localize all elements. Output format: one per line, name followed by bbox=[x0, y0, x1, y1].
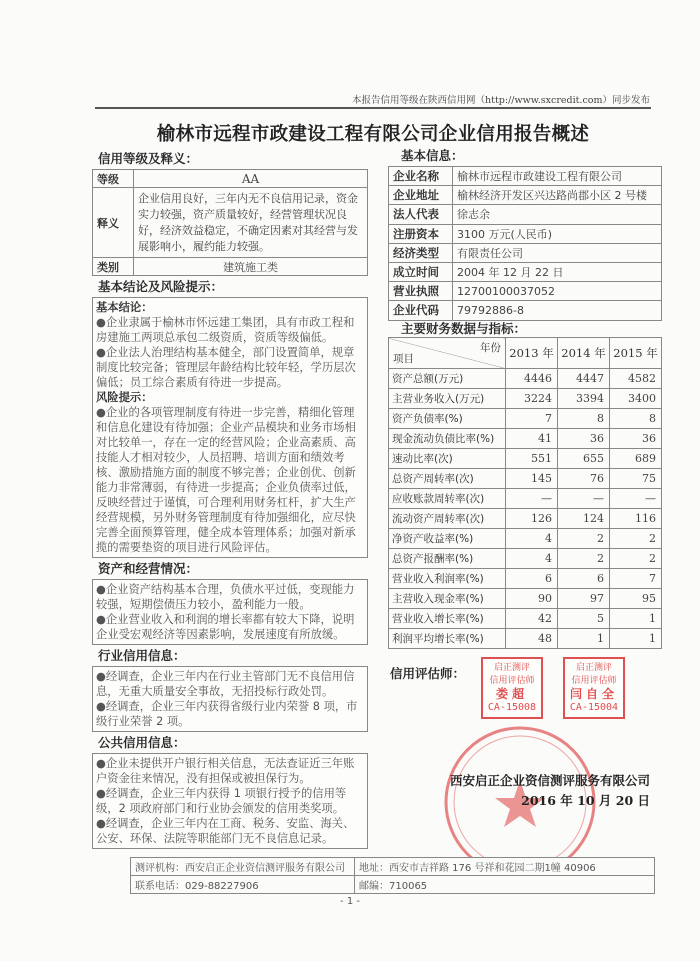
industry-item: ●经调查，企业三年内在行业主管部门无不良信用信息，无重大质量安全事故，无招投标行政处罚。 bbox=[96, 670, 355, 698]
indicator-value: 2 bbox=[610, 549, 662, 569]
indicator-value: 42 bbox=[506, 609, 558, 629]
year-header: 2014 年 bbox=[558, 338, 610, 369]
footer-phone: 联系电话：029-88227906 bbox=[131, 876, 355, 894]
indicator-value: 5 bbox=[558, 609, 610, 629]
info-value: 有限责任公司 bbox=[453, 243, 662, 262]
meaning-value: 企业信用良好，三年内无不良信用记录，资金实力较强，资产质量较好，经营管理状况良好，经济效益稳定，不确定因素对其经营与发展影响小，履约能力较强。 bbox=[134, 188, 368, 258]
financial-row bbox=[389, 409, 662, 429]
indicator-value: 1 bbox=[610, 609, 662, 629]
footer-org: 测评机构：西安启正企业资信测评服务有限公司 bbox=[131, 858, 355, 876]
basic-info-row bbox=[389, 224, 662, 243]
financial-row bbox=[389, 429, 662, 449]
stamp-line: 信用评估师 bbox=[489, 676, 535, 686]
indicator-value: 124 bbox=[558, 509, 610, 529]
stamp-line: 信用评估师 bbox=[571, 676, 617, 686]
financial-table bbox=[388, 337, 662, 649]
financial-heading: 主要财务数据与指标： bbox=[401, 321, 527, 336]
signing-date: 2016 年 10 月 20 日 bbox=[521, 793, 650, 808]
public-item: ●经调查，企业三年内获得 1 项银行授予的信用等级，2 项政府部门和行业协会颁发的信用类奖项。 bbox=[96, 787, 347, 815]
indicator-value: 145 bbox=[506, 469, 558, 489]
indicator-name: 主营业务收入(万元) bbox=[389, 389, 506, 409]
basic-conclusion-title: 基本结论： bbox=[96, 301, 153, 314]
financial-row bbox=[389, 629, 662, 649]
footer-table bbox=[130, 857, 655, 894]
basic-info-row bbox=[389, 205, 662, 224]
basic-conclusion-item: ●企业法人治理结构基本健全，部门设置简单，规章制度比较完备；管理层年龄结构比较年轻，学历层次偏低；员工综合素质有待进一步提高。 bbox=[96, 346, 356, 389]
indicator-value: 8 bbox=[558, 409, 610, 429]
info-value: 榆林市远程市政建设工程有限公司 bbox=[453, 167, 662, 186]
indicator-name: 营业收入利润率(%) bbox=[389, 569, 506, 589]
financial-row bbox=[389, 489, 662, 509]
indicator-value: 36 bbox=[558, 429, 610, 449]
indicator-name: 速动比率(次) bbox=[389, 449, 506, 469]
indicator-value: 116 bbox=[610, 509, 662, 529]
indicator-name: 利润平均增长率(%) bbox=[389, 629, 506, 649]
basic-info-row bbox=[389, 167, 662, 186]
info-value: 79792886-8 bbox=[453, 301, 662, 320]
evaluator-label: 信用评估师： bbox=[390, 666, 466, 681]
publication-notice: 本报告信用等级在陕西信用网（http://www.sxcredit.com）同步发布 bbox=[352, 95, 650, 106]
indicator-value: 97 bbox=[558, 589, 610, 609]
indicator-value: 7 bbox=[506, 409, 558, 429]
indicator-name: 营业收入增长率(%) bbox=[389, 609, 506, 629]
indicator-value: 689 bbox=[610, 449, 662, 469]
indicator-value: 3400 bbox=[610, 389, 662, 409]
corner-item: 项目 bbox=[393, 353, 414, 365]
evaluator-stamp bbox=[481, 657, 543, 719]
left-column bbox=[92, 148, 368, 849]
risk-item: ●企业的各项管理制度有待进一步完善，精细化管理和信息化建设有待加强；企业产品模块和业务市场相对比较单一，存在一定的经营风险；企业高素质、高技能人才相对较少，人员招聘、培训方面和绩效考核、激励措施方面的制度不够完善；企业创优、创新能力非常薄弱，有待进一步提高；企业负债率过低，反映经营过于谨慎，可合理利用财务杠杆，扩大生产经营规模，另外财务管理制度有待加强细化，应尽快完善全面预算管理，健全成本管理体系；加强对新承揽的需要垫资的项目进行风险评估。 bbox=[96, 406, 356, 554]
rating-table bbox=[92, 169, 368, 276]
indicator-value: 2 bbox=[558, 549, 610, 569]
indicator-value: 2 bbox=[610, 529, 662, 549]
stamp-code: CA-15008 bbox=[487, 702, 537, 713]
indicator-value: 75 bbox=[610, 469, 662, 489]
indicator-name: 主营收入现金率(%) bbox=[389, 589, 506, 609]
indicator-name: 资产负债率(%) bbox=[389, 409, 506, 429]
indicator-name: 资产总额(万元) bbox=[389, 369, 506, 389]
indicator-name: 净资产收益率(%) bbox=[389, 529, 506, 549]
indicator-value: 4447 bbox=[558, 369, 610, 389]
indicator-value: 48 bbox=[506, 629, 558, 649]
stamp-name: 娄超 bbox=[495, 687, 528, 701]
financial-row bbox=[389, 609, 662, 629]
indicator-value: 95 bbox=[610, 589, 662, 609]
financial-row bbox=[389, 469, 662, 489]
indicator-value: 1 bbox=[558, 629, 610, 649]
year-header: 2013 年 bbox=[506, 338, 558, 369]
indicator-value: 4582 bbox=[610, 369, 662, 389]
stamp-line: 启正测评 bbox=[493, 663, 530, 673]
industry-box bbox=[92, 666, 368, 732]
basic-info-row bbox=[389, 301, 662, 320]
footer-address: 地址：西安市吉祥路 176 号祥和花园二期1幢 40906 bbox=[355, 858, 655, 876]
public-item: ●企业未提供开户银行相关信息，无法查证近三年账户资金往来情况，没有担保或被担保行为。 bbox=[96, 757, 355, 785]
indicator-value: 551 bbox=[506, 449, 558, 469]
indicator-value: 90 bbox=[506, 589, 558, 609]
page-number: - 1 - bbox=[340, 896, 360, 907]
indicator-value: 8 bbox=[610, 409, 662, 429]
stamp-name: 闫自全 bbox=[569, 687, 618, 701]
indicator-name: 现金流动负债比率(%) bbox=[389, 429, 506, 449]
indicator-value: 6 bbox=[558, 569, 610, 589]
stamp-code: CA-15004 bbox=[569, 702, 619, 713]
info-label: 法人代表 bbox=[389, 205, 453, 224]
info-label: 企业地址 bbox=[389, 186, 453, 205]
indicator-value: 76 bbox=[558, 469, 610, 489]
info-value: 榆林经济开发区兴达路尚郡小区 2 号楼 bbox=[453, 186, 662, 205]
assets-item: ●企业营业收入和利润的增长率都有较大下降，说明企业受宏观经济等因素影响，发展速度有所放缓。 bbox=[96, 613, 355, 641]
category-label: 类别 bbox=[93, 258, 134, 276]
year-header: 2015 年 bbox=[610, 338, 662, 369]
indicator-value: 3394 bbox=[558, 389, 610, 409]
info-label: 注册资本 bbox=[389, 224, 453, 243]
indicator-value: 4446 bbox=[506, 369, 558, 389]
indicator-value: 1 bbox=[610, 629, 662, 649]
category-value: 建筑施工类 bbox=[134, 258, 368, 276]
corner-header bbox=[389, 338, 506, 369]
basic-info-row bbox=[389, 243, 662, 262]
financial-row bbox=[389, 389, 662, 409]
basic-info-row bbox=[389, 262, 662, 281]
industry-heading: 行业信用信息： bbox=[98, 648, 186, 663]
indicator-value: 6 bbox=[506, 569, 558, 589]
industry-item: ●经调查，企业三年内获得省级行业内荣誉 8 项，市级行业荣誉 2 项。 bbox=[96, 700, 358, 728]
meaning-label: 释义 bbox=[93, 188, 134, 258]
indicator-name: 应收账款周转率(次) bbox=[389, 489, 506, 509]
grade-value: AA bbox=[134, 170, 368, 188]
info-label: 经济类型 bbox=[389, 243, 453, 262]
signing-company: 西安启正企业资信测评服务有限公司 bbox=[449, 773, 650, 788]
indicator-value: 3224 bbox=[506, 389, 558, 409]
indicator-value: 36 bbox=[610, 429, 662, 449]
financial-row bbox=[389, 549, 662, 569]
assets-box bbox=[92, 579, 368, 645]
info-label: 成立时间 bbox=[389, 262, 453, 281]
financial-row bbox=[389, 569, 662, 589]
info-label: 营业执照 bbox=[389, 282, 453, 301]
public-box bbox=[92, 753, 368, 849]
info-value: 徐志余 bbox=[453, 205, 662, 224]
indicator-value: 4 bbox=[506, 549, 558, 569]
corner-year: 年份 bbox=[480, 342, 501, 354]
basic-info-heading: 基本信息： bbox=[401, 148, 464, 163]
rating-heading: 信用等级及释义： bbox=[98, 151, 199, 166]
indicator-value: 126 bbox=[506, 509, 558, 529]
indicator-name: 总资产周转率(次) bbox=[389, 469, 506, 489]
public-heading: 公共信用信息： bbox=[98, 735, 186, 750]
indicator-value: 7 bbox=[610, 569, 662, 589]
basic-info-row bbox=[389, 186, 662, 205]
info-label: 企业名称 bbox=[389, 167, 453, 186]
indicator-value: — bbox=[610, 489, 662, 509]
info-label: 企业代码 bbox=[389, 301, 453, 320]
public-item: ●经调查，企业三年内在工商、税务、安监、海关、公安、环保、法院等职能部门无不良信息记录。 bbox=[96, 817, 355, 845]
info-value: 3100 万元(人民币) bbox=[453, 224, 662, 243]
financial-row bbox=[389, 369, 662, 389]
evaluator-stamp bbox=[563, 657, 625, 719]
basic-conclusion-item: ●企业隶属于榆林市怀远建工集团，具有市政工程和房建施工两项总承包二级资质，资质等级偏低。 bbox=[96, 316, 355, 344]
indicator-value: — bbox=[506, 489, 558, 509]
indicator-name: 流动资产周转率(次) bbox=[389, 509, 506, 529]
indicator-value: 41 bbox=[506, 429, 558, 449]
header-divider bbox=[95, 107, 651, 109]
conclusion-box bbox=[92, 297, 368, 558]
indicator-value: — bbox=[558, 489, 610, 509]
info-value: 12700100037052 bbox=[453, 282, 662, 301]
indicator-value: 2 bbox=[558, 529, 610, 549]
grade-label: 等级 bbox=[93, 170, 134, 188]
indicator-name: 总资产报酬率(%) bbox=[389, 549, 506, 569]
indicator-value: 655 bbox=[558, 449, 610, 469]
basic-info-table bbox=[388, 166, 662, 321]
basic-info-row bbox=[389, 282, 662, 301]
indicator-value: 4 bbox=[506, 529, 558, 549]
conclusion-heading: 基本结论及风险提示： bbox=[98, 279, 224, 294]
financial-row bbox=[389, 509, 662, 529]
footer-postcode: 邮编：710065 bbox=[355, 876, 655, 894]
page-title: 榆林市远程市政建设工程有限公司企业信用报告概述 bbox=[156, 124, 590, 145]
info-value: 2004 年 12 月 22 日 bbox=[453, 262, 662, 281]
risk-title: 风险提示： bbox=[96, 391, 153, 404]
financial-row bbox=[389, 449, 662, 469]
financial-row bbox=[389, 529, 662, 549]
assets-item: ●企业资产结构基本合理，负债水平过低，变现能力较强，短期偿债压力较小，盈利能力一般。 bbox=[96, 583, 355, 611]
financial-row bbox=[389, 589, 662, 609]
assets-heading: 资产和经营情况： bbox=[98, 561, 199, 576]
stamp-line: 启正测评 bbox=[575, 663, 612, 673]
